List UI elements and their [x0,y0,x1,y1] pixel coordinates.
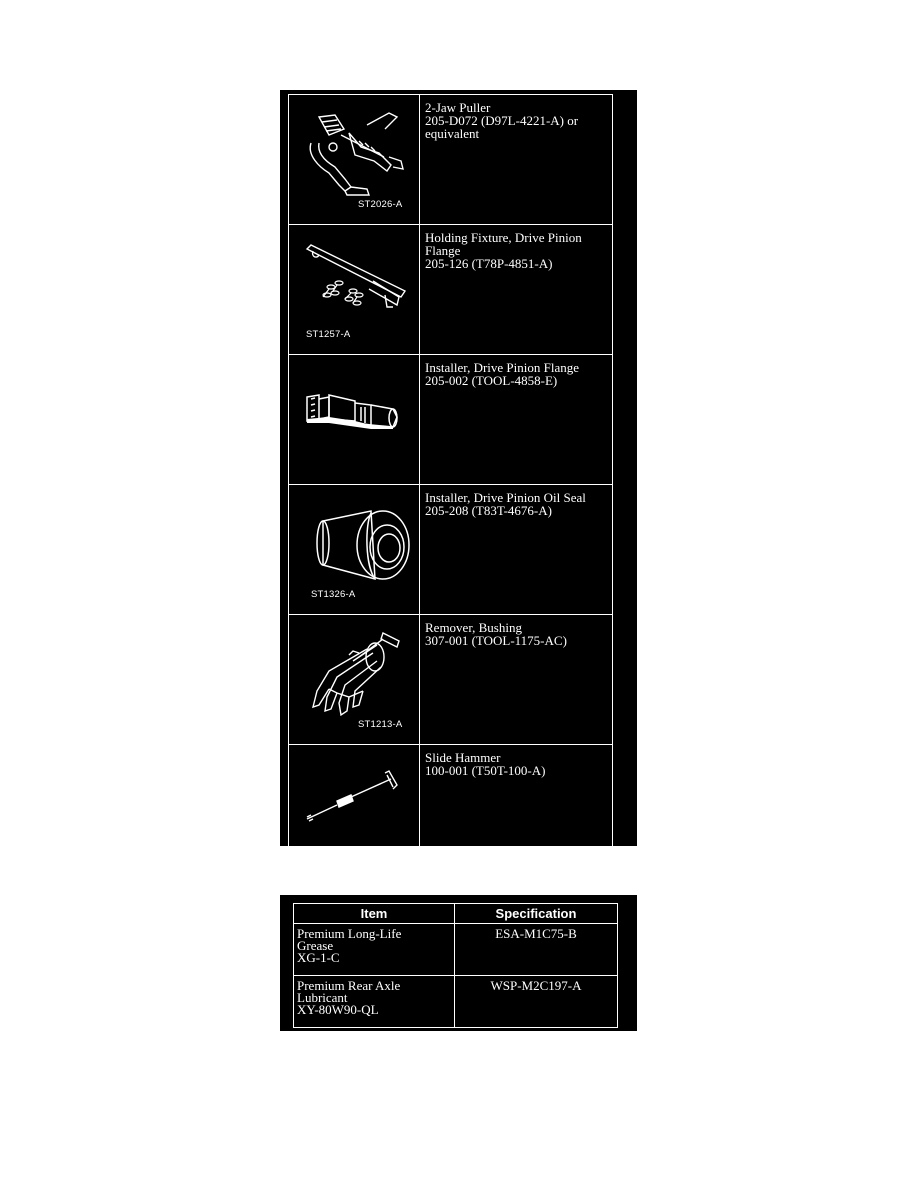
table-row [294,976,618,1028]
tool-description [420,485,613,615]
figure-code-label: ST1213-A [358,719,403,730]
flange-installer-icon [289,355,419,478]
tool-number: 205-002 (TOOL-4858-E) [425,373,558,388]
tool-description [420,745,613,875]
item-cell [294,924,455,976]
tool-illustration-cell [289,355,420,485]
tool-illustration-cell [289,225,420,355]
tool-name: Remover, Bushing [425,620,522,635]
special-tools-table [288,94,613,875]
tool-name: Holding Fixture, Drive Pinion [425,230,582,245]
tool-row [289,95,613,225]
tool-number: 307-001 (TOOL-1175-AC) [425,633,567,648]
item-name: Premium Long-Life [297,926,402,941]
tool-number: 205-208 (T83T-4676-A) [425,503,552,518]
tool-name: 2-Jaw Puller [425,100,491,115]
table-header-row [294,904,618,924]
item-cell [294,976,455,1028]
tool-illustration-cell [289,745,420,875]
tool-number: 205-126 (T78P-4851-A) [425,256,553,271]
tool-name: Installer, Drive Pinion Oil Seal [425,490,586,505]
tool-number: 100-001 (T50T-100-A) [425,763,546,778]
item-code: XG-1-C [297,950,340,965]
item-name: Lubricant [297,990,348,1005]
tool-name: Installer, Drive Pinion Flange [425,360,580,375]
tool-illustration-cell [289,95,420,225]
tool-name: Flange [425,243,461,258]
column-header-item: Item [294,904,455,924]
tool-number: 205-D072 (D97L-4221-A) or [425,113,579,128]
figure-code-label: ST1257-A [306,329,351,340]
item-name: Premium Rear Axle [297,978,401,993]
figure-code-label: ST2026-A [358,199,403,210]
material-spec-panel [280,895,637,1031]
specification-cell: ESA-M1C75-B [455,924,618,976]
tool-number: equivalent [425,126,480,141]
tool-row [289,355,613,485]
tool-row [289,745,613,875]
tool-name: Slide Hammer [425,750,501,765]
figure-code-label: ST1326-A [311,589,356,600]
column-header-specification: Specification [455,904,618,924]
tool-row [289,485,613,615]
material-spec-table [293,903,618,1028]
tool-row [289,615,613,745]
special-tools-panel [280,90,637,860]
tool-illustration-cell [289,615,420,745]
tool-illustration-cell [289,485,420,615]
tool-description [420,225,613,355]
item-code: XY-80W90-QL [297,1002,379,1017]
item-name: Grease [297,938,334,953]
tool-description [420,615,613,745]
figure-code-label: ST1351-A [358,849,403,860]
tool-description [420,95,613,225]
tool-description [420,355,613,485]
specification-cell: WSP-M2C197-A [455,976,618,1028]
tool-row [289,225,613,355]
table-row [294,924,618,976]
